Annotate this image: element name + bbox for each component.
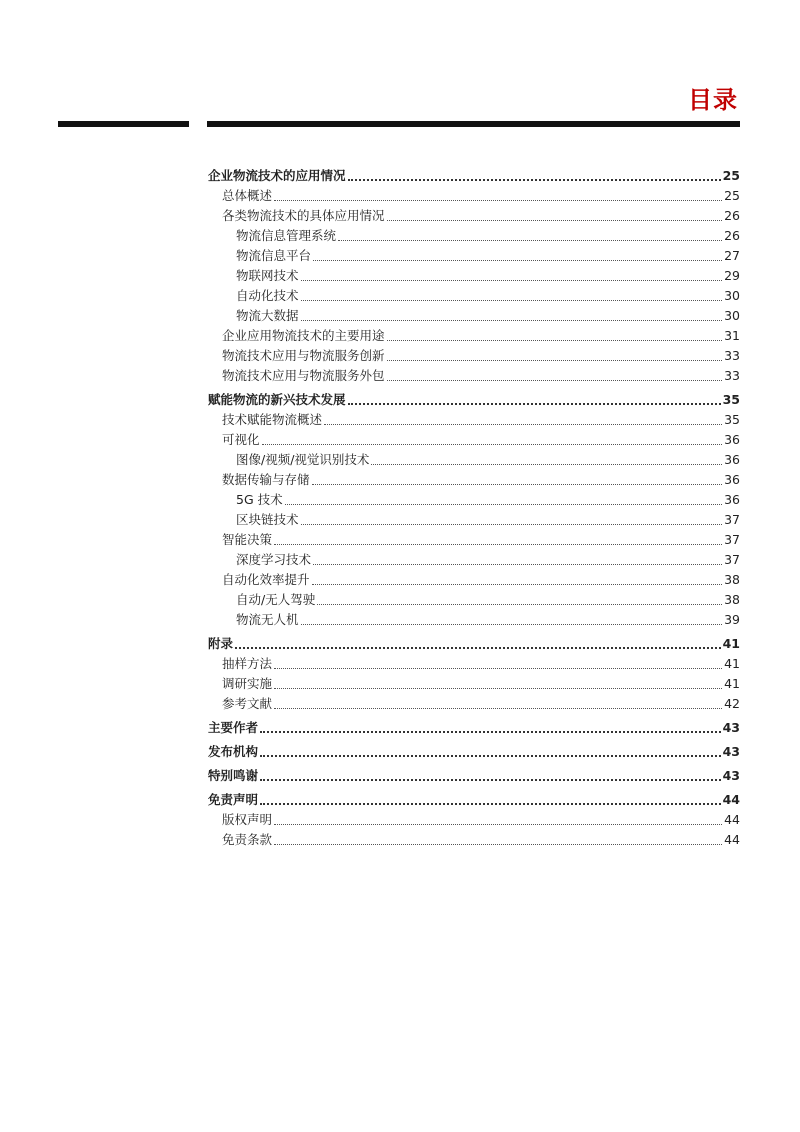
- header-rule-left: [58, 121, 189, 127]
- toc-entry-page-number: 31: [724, 328, 740, 343]
- toc-entry[interactable]: [208, 530, 740, 550]
- toc-entry-page-number: 29: [724, 268, 740, 283]
- toc-entry-page-number: 42: [724, 696, 740, 711]
- toc-entry-label: 图像/视频/视觉识别技术: [236, 452, 370, 467]
- dot-leader: [285, 504, 722, 505]
- dot-leader: [301, 524, 723, 525]
- toc-entry-page-number: 26: [724, 228, 740, 243]
- toc-entry[interactable]: [208, 470, 740, 490]
- dot-leader: [338, 240, 722, 241]
- toc-entry-label: 各类物流技术的具体应用情况: [222, 208, 385, 223]
- toc-entry-page-number: 43: [722, 768, 740, 783]
- toc-entry-page-number: 33: [724, 348, 740, 363]
- toc-entry[interactable]: [208, 742, 740, 762]
- toc-entry[interactable]: [208, 718, 740, 738]
- toc-entry-page-number: 39: [724, 612, 740, 627]
- toc-entry[interactable]: [208, 226, 740, 246]
- toc-entry-label: 物流技术应用与物流服务外包: [222, 368, 385, 383]
- dot-leader: [260, 779, 721, 781]
- toc-entry-page-number: 44: [724, 832, 740, 847]
- dot-leader: [317, 604, 722, 605]
- dot-leader: [274, 844, 722, 845]
- toc-entry-label: 免责声明: [208, 792, 259, 807]
- dot-leader: [301, 320, 723, 321]
- toc-entry-label: 区块链技术: [236, 512, 299, 527]
- dot-leader: [387, 340, 723, 341]
- table-of-contents: [208, 166, 740, 850]
- toc-entry-page-number: 30: [724, 308, 740, 323]
- dot-leader: [324, 424, 722, 425]
- dot-leader: [274, 688, 722, 689]
- dot-leader: [274, 200, 722, 201]
- dot-leader: [313, 260, 722, 261]
- toc-entry-page-number: 44: [722, 792, 740, 807]
- toc-entry-page-number: 36: [724, 472, 740, 487]
- toc-entry-page-number: 26: [724, 208, 740, 223]
- toc-entry-label: 数据传输与存储: [222, 472, 310, 487]
- toc-entry-label: 物流无人机: [236, 612, 299, 627]
- toc-entry-label: 物流技术应用与物流服务创新: [222, 348, 385, 363]
- toc-entry-page-number: 38: [724, 572, 740, 587]
- toc-entry[interactable]: [208, 430, 740, 450]
- toc-entry[interactable]: [208, 510, 740, 530]
- dot-leader: [260, 803, 721, 805]
- dot-leader: [313, 564, 722, 565]
- toc-entry-label: 抽样方法: [222, 656, 273, 671]
- dot-leader: [260, 755, 721, 757]
- toc-entry-label: 参考文献: [222, 696, 273, 711]
- toc-entry-label: 企业应用物流技术的主要用途: [222, 328, 385, 343]
- toc-entry-label: 物流信息管理系统: [236, 228, 337, 243]
- toc-entry-label: 物流信息平台: [236, 248, 312, 263]
- dot-leader: [387, 220, 723, 221]
- toc-entry-label: 自动/无人驾驶: [236, 592, 316, 607]
- toc-entry-page-number: 36: [724, 452, 740, 467]
- toc-entry-page-number: 36: [724, 492, 740, 507]
- toc-entry-page-number: 43: [722, 744, 740, 759]
- dot-leader: [274, 544, 722, 545]
- toc-entry-label: 总体概述: [222, 188, 273, 203]
- toc-entry[interactable]: [208, 830, 740, 850]
- toc-entry-page-number: 30: [724, 288, 740, 303]
- toc-entry[interactable]: [208, 410, 740, 430]
- toc-entry-page-number: 35: [722, 392, 740, 407]
- dot-leader: [348, 179, 721, 181]
- dot-leader: [274, 824, 722, 825]
- toc-entry[interactable]: [208, 590, 740, 610]
- toc-entry-label: 深度学习技术: [236, 552, 312, 567]
- toc-entry-label: 赋能物流的新兴技术发展: [208, 392, 346, 407]
- toc-entry-label: 发布机构: [208, 744, 259, 759]
- toc-entry-label: 物流大数据: [236, 308, 299, 323]
- toc-entry-label: 附录: [208, 636, 234, 651]
- toc-entry[interactable]: [208, 306, 740, 326]
- toc-entry-label: 5G 技术: [236, 492, 283, 507]
- toc-entry-label: 主要作者: [208, 720, 259, 735]
- toc-entry[interactable]: [208, 810, 740, 830]
- toc-entry[interactable]: [208, 286, 740, 306]
- toc-entry[interactable]: [208, 326, 740, 346]
- toc-entry-page-number: 44: [724, 812, 740, 827]
- dot-leader: [235, 647, 721, 649]
- toc-entry[interactable]: [208, 450, 740, 470]
- dot-leader: [348, 403, 721, 405]
- toc-entry[interactable]: [208, 654, 740, 674]
- toc-entry-page-number: 37: [724, 552, 740, 567]
- page-title: 目录: [688, 86, 738, 114]
- toc-entry[interactable]: [208, 610, 740, 630]
- toc-entry[interactable]: [208, 346, 740, 366]
- toc-entry-label: 版权声明: [222, 812, 273, 827]
- dot-leader: [312, 484, 723, 485]
- toc-entry-page-number: 37: [724, 532, 740, 547]
- toc-entry[interactable]: [208, 550, 740, 570]
- toc-entry[interactable]: [208, 206, 740, 226]
- toc-entry-page-number: 25: [724, 188, 740, 203]
- toc-entry-label: 免责条款: [222, 832, 273, 847]
- toc-entry[interactable]: [208, 490, 740, 510]
- dot-leader: [301, 300, 723, 301]
- toc-entry-page-number: 37: [724, 512, 740, 527]
- dot-leader: [371, 464, 722, 465]
- toc-entry[interactable]: [208, 246, 740, 266]
- toc-entry[interactable]: [208, 166, 740, 186]
- toc-entry-label: 企业物流技术的应用情况: [208, 168, 346, 183]
- toc-entry-label: 自动化效率提升: [222, 572, 310, 587]
- toc-entry-page-number: 38: [724, 592, 740, 607]
- toc-entry-page-number: 25: [722, 168, 740, 183]
- dot-leader: [301, 624, 723, 625]
- dot-leader: [274, 708, 722, 709]
- toc-entry-label: 调研实施: [222, 676, 273, 691]
- dot-leader: [387, 360, 723, 361]
- toc-entry-page-number: 41: [724, 656, 740, 671]
- toc-entry-page-number: 35: [724, 412, 740, 427]
- toc-entry-page-number: 27: [724, 248, 740, 263]
- dot-leader: [274, 668, 722, 669]
- toc-entry-label: 智能决策: [222, 532, 273, 547]
- toc-entry-label: 可视化: [222, 432, 260, 447]
- dot-leader: [262, 444, 723, 445]
- toc-entry[interactable]: [208, 790, 740, 810]
- toc-entry[interactable]: [208, 570, 740, 590]
- header-rule-right: [207, 121, 740, 127]
- dot-leader: [387, 380, 723, 381]
- toc-entry-page-number: 33: [724, 368, 740, 383]
- toc-entry[interactable]: [208, 266, 740, 286]
- toc-entry[interactable]: [208, 634, 740, 654]
- toc-entry[interactable]: [208, 186, 740, 206]
- toc-entry[interactable]: [208, 390, 740, 410]
- toc-entry-page-number: 41: [722, 636, 740, 651]
- toc-entry-label: 技术赋能物流概述: [222, 412, 323, 427]
- toc-entry[interactable]: [208, 366, 740, 386]
- toc-entry-page-number: 43: [722, 720, 740, 735]
- toc-entry-label: 物联网技术: [236, 268, 299, 283]
- toc-entry-label: 自动化技术: [236, 288, 299, 303]
- toc-entry[interactable]: [208, 694, 740, 714]
- toc-entry-page-number: 36: [724, 432, 740, 447]
- toc-entry[interactable]: [208, 766, 740, 786]
- toc-entry-page-number: 41: [724, 676, 740, 691]
- dot-leader: [312, 584, 723, 585]
- dot-leader: [301, 280, 723, 281]
- dot-leader: [260, 731, 721, 733]
- toc-entry-label: 特别鸣谢: [208, 768, 259, 783]
- toc-entry[interactable]: [208, 674, 740, 694]
